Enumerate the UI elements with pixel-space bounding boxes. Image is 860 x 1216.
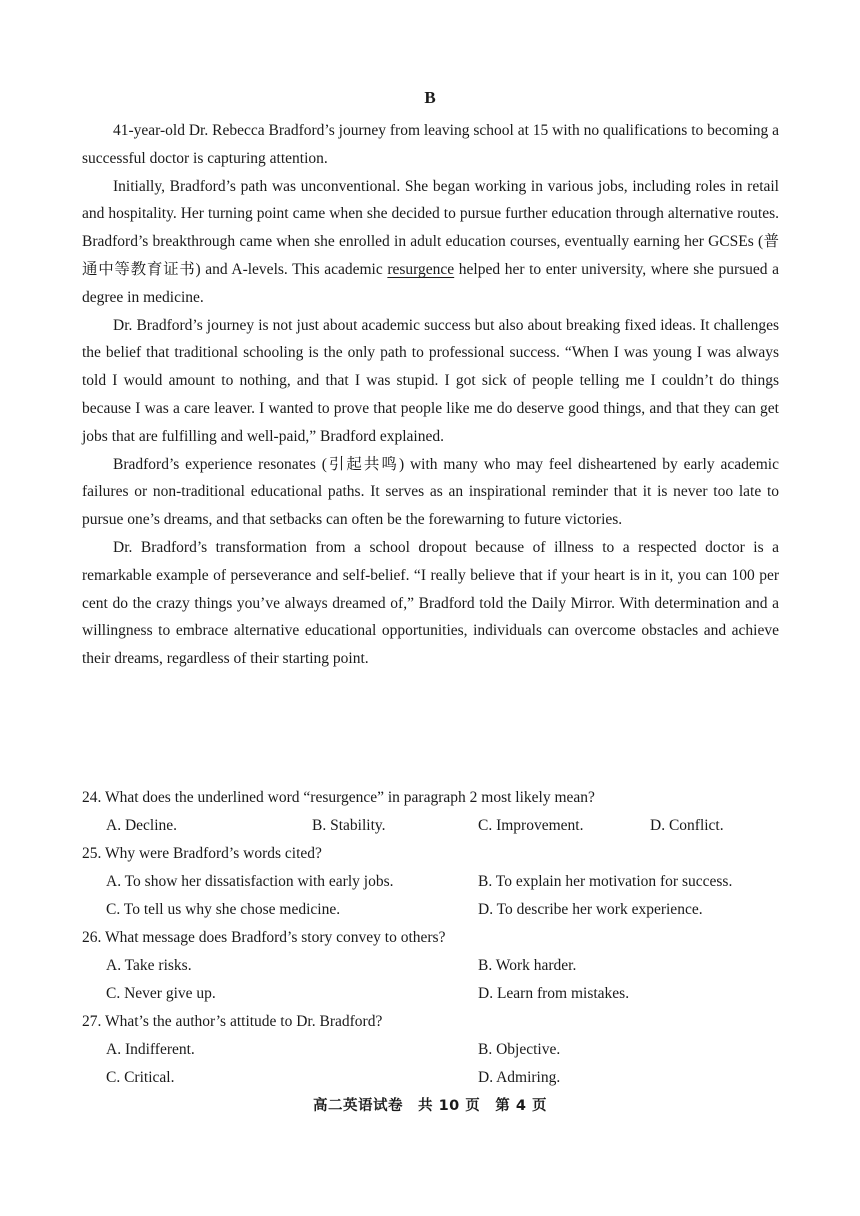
question-stem: 27. What’s the author’s attitude to Dr. Bradford? <box>82 1013 383 1030</box>
question-25 <box>82 840 779 924</box>
option-a: A. Indifferent. <box>106 1041 195 1058</box>
option-c: C. Critical. <box>106 1069 175 1086</box>
option-b: B. Stability. <box>312 817 386 834</box>
option-a: A. Take risks. <box>106 957 192 974</box>
option-d: D. To describe her work experience. <box>478 901 703 918</box>
option-d: D. Admiring. <box>478 1069 561 1086</box>
option-c: C. To tell us why she chose medicine. <box>106 901 341 918</box>
option-a: A. To show her dissatisfaction with early jobs. <box>106 873 394 890</box>
question-stem: 24. What does the underlined word “resurgence” in paragraph 2 most likely mean? <box>82 789 595 806</box>
option-d: D. Learn from mistakes. <box>478 985 630 1002</box>
question-27 <box>82 1008 779 1092</box>
option-list <box>82 952 779 1008</box>
reading-passage <box>82 117 779 673</box>
paragraph-2 <box>82 173 779 312</box>
section-title: B <box>424 88 436 107</box>
question-stem: 26. What message does Bradford’s story convey to others? <box>82 929 446 946</box>
option-list <box>82 868 779 924</box>
option-b: B. Objective. <box>478 1041 561 1058</box>
option-b: B. To explain her motivation for success. <box>478 873 733 890</box>
option-a: A. Decline. <box>106 817 178 834</box>
option-list <box>82 1036 779 1092</box>
paragraph-1: 41-year-old Dr. Rebecca Bradford’s journey from leaving school at 15 with no qualifications to becoming a successful doctor is capturing attention. <box>82 122 780 167</box>
page-footer: 高二英语试卷 共 10 页 第 4 页 <box>313 1098 547 1114</box>
paragraph-2-text-before: Initially, Bradford’s path was unconventional. She began working in various jobs, including roles in retail and hospitality. Her turning point came when she decided to pursue further education through alternative routes. Bradford’s breakthrough came when she enrolled in adult education courses, eventually earning her GCSEs (普通中等教育证书) and A-levels. This academic <box>82 177 779 278</box>
underlined-word: resurgence <box>387 260 455 278</box>
paragraph-2-text-after: helped her to enter university, where she pursued a degree in medicine. <box>82 260 779 306</box>
option-c: C. Never give up. <box>106 985 216 1002</box>
paragraph-4: Bradford’s experience resonates (引起共鸣) with many who may feel disheartened by early academic failures or non-traditional educational paths. It serves as an inspirational reminder that it is never too late to pursue one’s dreams, and that setbacks can often be the forewarning to future victories. <box>82 455 779 529</box>
paragraph-3: Dr. Bradford’s journey is not just about academic success but also about breaking fixed ideas. It challenges the belief that traditional schooling is the only path to professional success. “When I was young I was always told I would amount to nothing, and that I was stupid. I got sick of people telling me I couldn’t do things because I was a care leaver. I wanted to prove that people like me do deserve good things, and that they can get jobs that are fulfilling and well-paid,” Bradford explained. <box>82 316 779 445</box>
question-stem: 25. Why were Bradford’s words cited? <box>82 845 322 862</box>
question-list <box>82 784 779 1092</box>
option-d: D. Conflict. <box>650 817 724 834</box>
option-b: B. Work harder. <box>478 957 577 974</box>
question-24 <box>82 784 779 840</box>
paragraph-5: Dr. Bradford’s transformation from a school dropout because of illness to a respected doctor is a remarkable example of perseverance and self-belief. “I really believe that if your heart is in it, you can 100 per cent do the crazy things you’ve always dreamed of,” Bradford told the Daily Mirror. With determination and a willingness to embrace alternative educational opportunities, individuals can overcome obstacles and achieve their dreams, regardless of their starting point. <box>82 538 779 668</box>
option-c: C. Improvement. <box>478 817 584 834</box>
question-26 <box>82 924 779 1008</box>
option-list <box>82 812 779 840</box>
